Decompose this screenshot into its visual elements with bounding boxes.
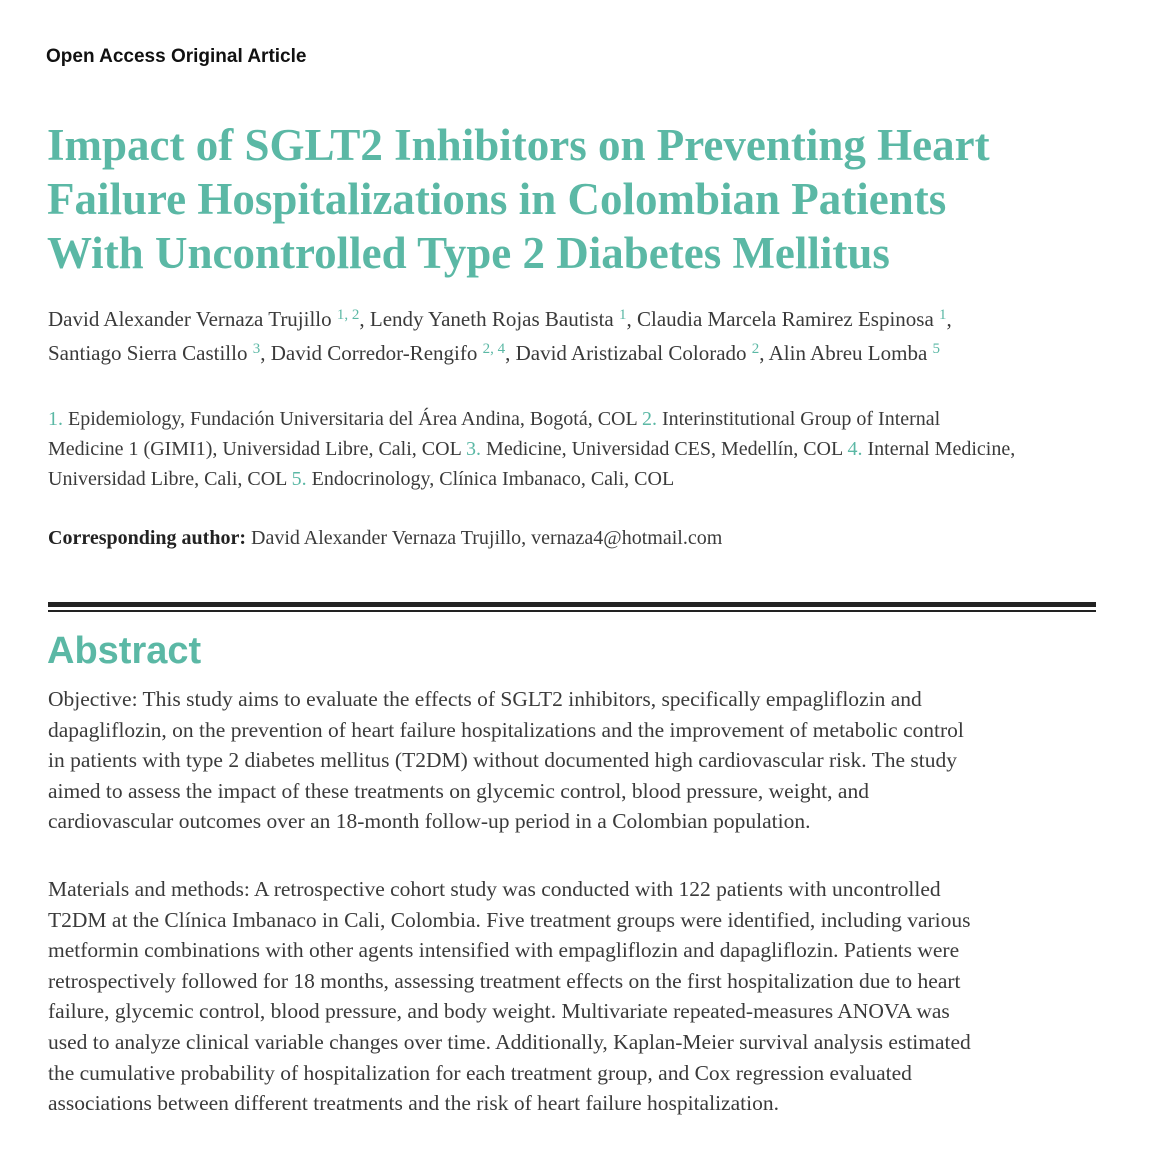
corresponding-value[interactable]: David Alexander Vernaza Trujillo, vernaza4@hotmail.com	[251, 527, 723, 549]
abstract-methods: Materials and methods: A retrospective cohort study was conducted with 122 patients with uncontrolled T2DM at the Clínica Imbanaco in Cali, Colombia. Five treatment groups were identified, including various metformin combinations with other agents intensified with empagliflozin and dapagliflozin. Patients were retrospectively followed for 18 months, assessing treatment effects on the first hospitalization due to heart failure, glycemic control, blood pressure, and body weight. Multivariate repeated-measures ANOVA was used to analyze clinical variable changes over time. Additionally, Kaplan-Meier survival analysis estimated the cumulative probability of hospitalization for each treatment group, and Cox regression evaluated associations between different treatments and the risk of heart failure hospitalization.	[48, 877, 971, 1116]
affiliation-ref[interactable]: 1, 2	[336, 307, 360, 323]
author-name[interactable]: David Corredor-Rengifo	[270, 341, 478, 365]
title-line: Impact of SGLT2 Inhibitors on Preventing Heart	[47, 120, 990, 170]
author-line: Santiago Sierra Castillo $^3$, David Corredor-Rengifo $^{2, 4}$, David Aristizabal Colorado $^2$, Alin Abreu Lomba $^5$	[48, 341, 941, 365]
author-name[interactable]: Santiago Sierra Castillo	[48, 341, 248, 365]
affiliation-line: Medicine 1 (GIMI1), Universidad Libre, Cali, COL 3. Medicine, Universidad CES, Medellín, COL 4. Internal Medicine,	[48, 438, 1016, 460]
section-divider	[48, 602, 1096, 607]
title-line: With Uncontrolled Type 2 Diabetes Mellitus	[47, 228, 890, 278]
affiliation-ref[interactable]: 3	[252, 341, 261, 357]
affiliation-ref[interactable]: 1	[618, 307, 627, 323]
abstract-heading: Abstract	[47, 630, 202, 672]
affiliation-line: 1. Epidemiology, Fundación Universitaria del Área Andina, Bogotá, COL 2. Interinstitutional Group of Internal	[48, 408, 941, 430]
affiliation-line: Universidad Libre, Cali, COL 5. Endocrinology, Clínica Imbanaco, Cali, COL	[48, 468, 675, 490]
abstract-objective: Objective: This study aims to evaluate the effects of SGLT2 inhibitors, specifically empagliflozin and dapagliflozin, on the prevention of heart failure hospitalizations and the improvement of metabolic control in patients with type 2 diabetes mellitus (T2DM) without documented high cardiovascular risk. The study aimed to assess the impact of these treatments on glycemic control, blood pressure, weight, and cardiovascular outcomes over an 18-month follow-up period in a Colombian population.	[48, 687, 964, 834]
affiliation-ref[interactable]: 2	[751, 341, 760, 357]
author-name[interactable]: David Alexander Vernaza Trujillo	[48, 307, 332, 331]
author-list	[48, 302, 1128, 370]
affiliation-number: 2.	[641, 408, 657, 430]
corresponding-author	[48, 527, 1108, 550]
author-name[interactable]: Claudia Marcela Ramirez Espinosa	[636, 307, 934, 331]
affiliation-ref[interactable]: 1	[939, 307, 947, 323]
corresponding-label: Corresponding author:	[48, 527, 246, 549]
affiliation-number: 1.	[48, 408, 63, 430]
affiliation-list	[48, 404, 1108, 494]
author-name[interactable]: Alin Abreu Lomba	[768, 341, 928, 365]
section-divider-thin	[48, 610, 1096, 612]
article-type-label: Open Access Original Article	[46, 46, 307, 67]
affiliation-ref[interactable]: 5	[932, 341, 941, 357]
affiliation-ref[interactable]: 2, 4	[482, 341, 506, 357]
author-name[interactable]: David Aristizabal Colorado	[515, 341, 747, 365]
affiliation-number: 4.	[847, 438, 863, 460]
author-line: David Alexander Vernaza Trujillo $^{1, 2}$, Lendy Yaneth Rojas Bautista $^1$, Claudia Marcela Ramirez Espinosa $^1$,	[48, 307, 952, 331]
affiliation-number: 5.	[291, 468, 307, 490]
article-title	[47, 118, 1127, 280]
author-name[interactable]: Lendy Yaneth Rojas Bautista	[369, 307, 614, 331]
title-line: Failure Hospitalizations in Colombian Patients	[47, 174, 947, 224]
affiliation-number: 3.	[466, 438, 482, 460]
